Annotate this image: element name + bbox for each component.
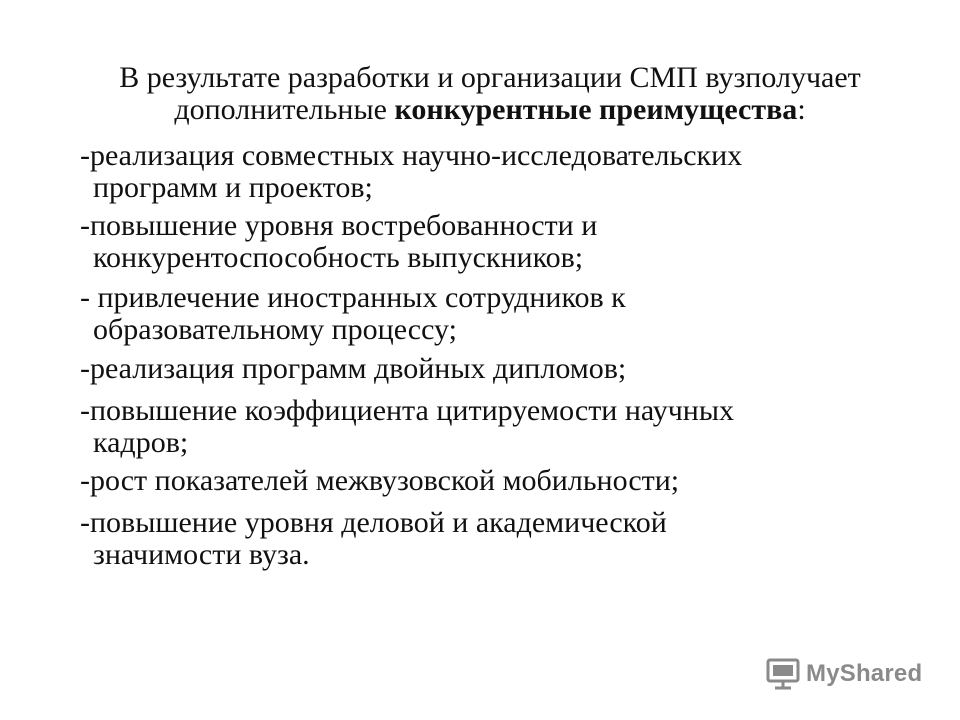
- list-item: [80, 140, 880, 204]
- intro-colon: :: [797, 93, 806, 126]
- list-item-line: -реализация совместных научно-исследовательских: [80, 139, 743, 172]
- list-item: [80, 353, 880, 385]
- list-item: [80, 507, 880, 571]
- list-item-continuation: значимости вуза.: [93, 538, 310, 571]
- intro-plain: дополнительные: [174, 93, 395, 126]
- list-item-continuation: программ и проектов;: [93, 171, 373, 204]
- list-item-line: -реализация программ двойных дипломов;: [80, 352, 627, 385]
- intro-emphasis: конкурентные преимущества: [394, 93, 798, 126]
- presentation-board-icon: [766, 657, 800, 691]
- list-item-line: -повышение уровня деловой и академической: [80, 506, 667, 539]
- list-item: [80, 465, 880, 497]
- watermark-logo[interactable]: [766, 656, 922, 692]
- list-item-line: -рост показателей межвузовской мобильности;: [80, 464, 680, 497]
- watermark-text: MyShared: [806, 660, 923, 687]
- list-item-line: -повышение уровня востребованности и: [80, 209, 598, 242]
- list-item: [80, 210, 880, 274]
- list-item: [80, 282, 880, 346]
- intro-line-2: [60, 94, 920, 126]
- list-item-line: -повышение коэффициента цитируемости научных: [80, 394, 735, 427]
- list-item-continuation: образовательному процессу;: [93, 313, 457, 346]
- list-item-continuation: кадров;: [93, 426, 189, 459]
- list-item-line: - привлечение иностранных сотрудников к: [80, 281, 626, 314]
- intro-paragraph: [60, 62, 920, 126]
- list-item: [80, 395, 880, 459]
- list-item-continuation: конкурентоспособность выпускников;: [93, 241, 584, 274]
- intro-line-1: В результате разработки и организации СМП вузполучает: [119, 61, 861, 94]
